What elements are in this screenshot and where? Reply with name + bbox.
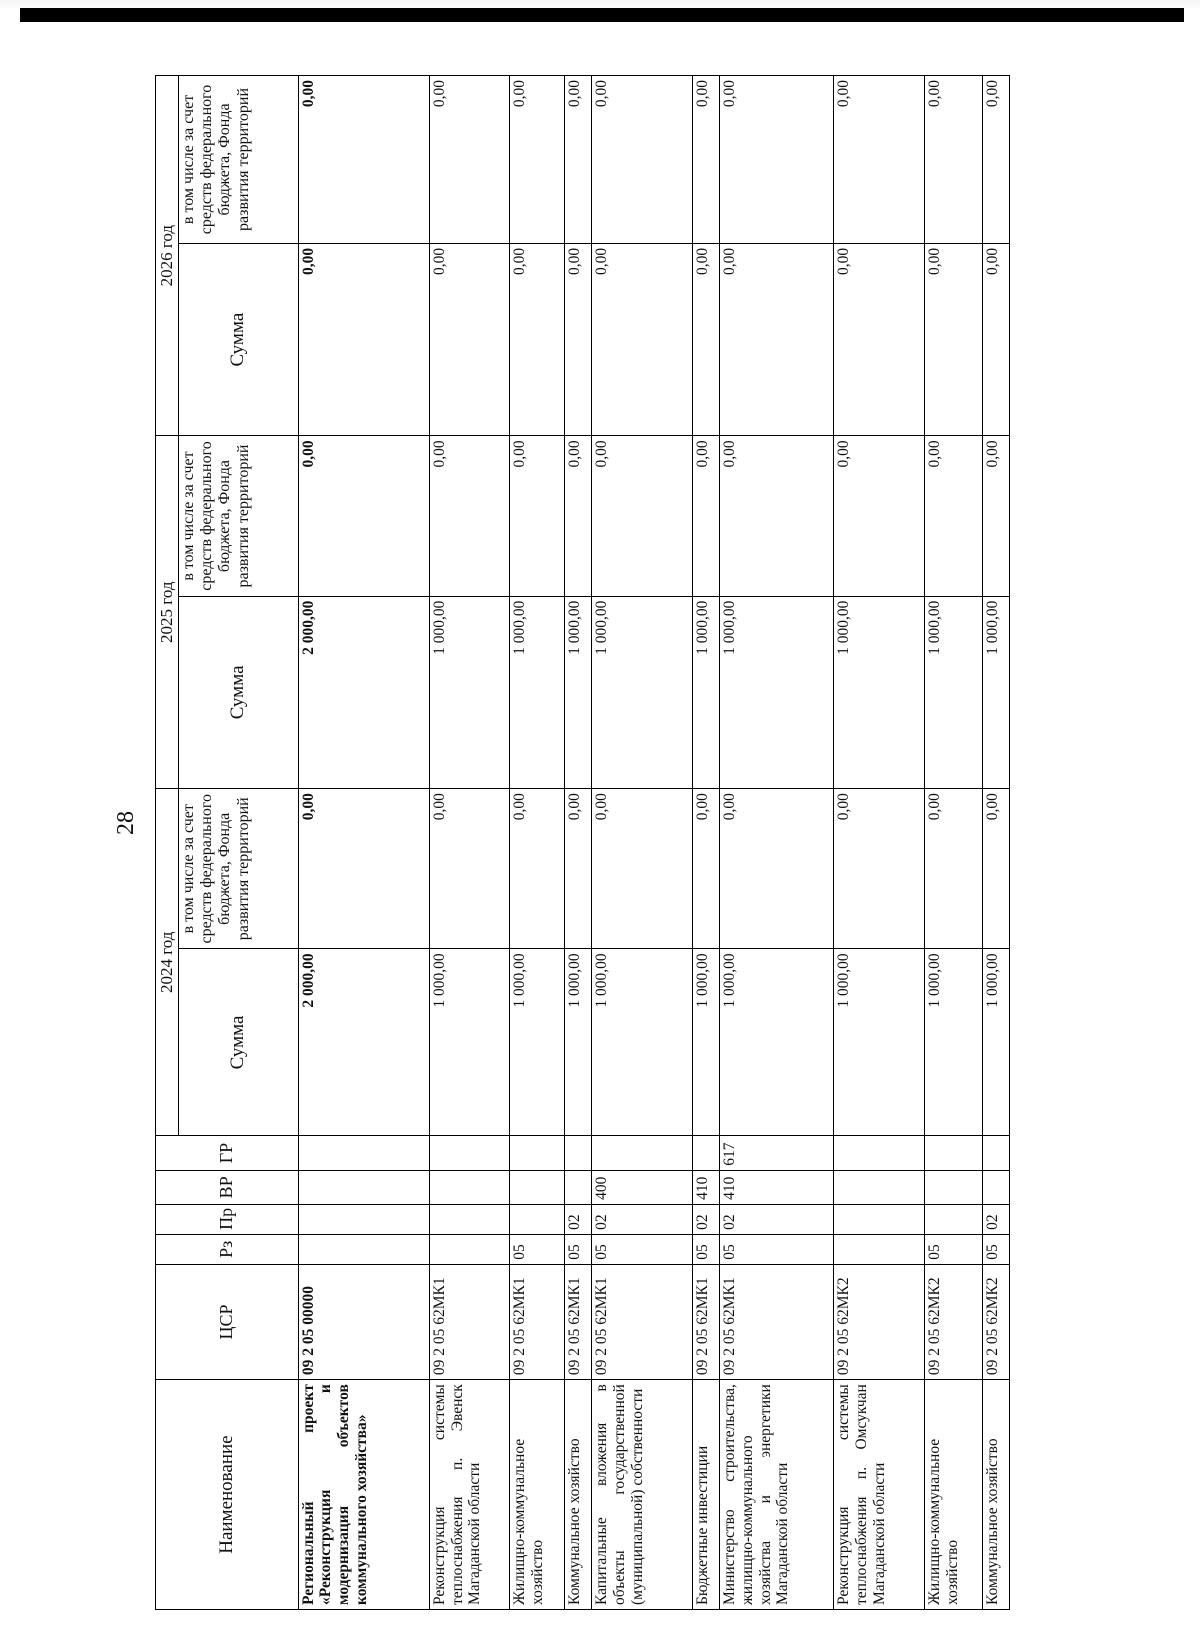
row-rz xyxy=(834,1234,925,1264)
row-sum-2024: 1 000,00 xyxy=(719,949,833,1136)
row-sum-2025: 1 000,00 xyxy=(834,596,925,788)
row-fed-2025: 0,00 xyxy=(592,436,692,596)
row-vr: 410 xyxy=(719,1170,833,1204)
row-sum-2026: 0,00 xyxy=(509,243,564,435)
header-year-2026: 2026 год xyxy=(156,76,179,436)
row-sum-2026: 0,00 xyxy=(564,243,591,435)
row-fed-2024: 0,00 xyxy=(429,789,509,949)
row-fed-2025: 0,00 xyxy=(982,436,1009,596)
table-row xyxy=(592,76,692,1610)
row-sum-2024: 1 000,00 xyxy=(592,949,692,1136)
row-rz xyxy=(298,1234,429,1264)
row-sum-2025: 1 000,00 xyxy=(719,596,833,788)
row-gr xyxy=(298,1136,429,1170)
row-pr xyxy=(834,1204,925,1234)
row-fed-2024: 0,00 xyxy=(509,789,564,949)
header-csr: ЦСР xyxy=(156,1264,299,1379)
row-fed-2025: 0,00 xyxy=(564,436,591,596)
row-fed-2025: 0,00 xyxy=(429,436,509,596)
row-fed-2024: 0,00 xyxy=(719,789,833,949)
row-pr xyxy=(298,1204,429,1234)
row-sum-2026: 0,00 xyxy=(834,243,925,435)
row-fed-2025: 0,00 xyxy=(834,436,925,596)
row-rz: 05 xyxy=(719,1234,833,1264)
row-sum-2026: 0,00 xyxy=(925,243,982,435)
row-vr xyxy=(834,1170,925,1204)
row-fed-2025: 0,00 xyxy=(925,436,982,596)
row-gr xyxy=(982,1136,1009,1170)
table-row xyxy=(692,76,719,1610)
row-sum-2025: 1 000,00 xyxy=(592,596,692,788)
header-year-2024: 2024 год xyxy=(156,789,179,1136)
table-row xyxy=(719,76,833,1610)
row-pr xyxy=(925,1204,982,1234)
row-rz xyxy=(429,1234,509,1264)
row-gr xyxy=(925,1136,982,1170)
header-fed-2024: в том числе за счет средств федерального бюджета, Фонда развития территорий xyxy=(178,789,298,949)
row-vr xyxy=(429,1170,509,1204)
table-row xyxy=(429,76,509,1610)
row-fed-2024: 0,00 xyxy=(692,789,719,949)
row-sum-2025: 2 000,00 xyxy=(298,596,429,788)
row-gr: 617 xyxy=(719,1136,833,1170)
row-fed-2026: 0,00 xyxy=(592,76,692,244)
row-name: Реконструкция системы теплоснабжения п. Омсукчан Магаданской области xyxy=(834,1380,925,1610)
row-pr: 02 xyxy=(982,1204,1009,1234)
row-name: Коммунальное хозяйство xyxy=(982,1380,1009,1610)
row-vr xyxy=(298,1170,429,1204)
row-gr xyxy=(509,1136,564,1170)
row-name: Региональный проект «Реконструкция и модернизация объектов коммунального хозяйства» xyxy=(298,1380,429,1610)
row-sum-2026: 0,00 xyxy=(298,243,429,435)
header-fed-2026: в том числе за счет средств федерального бюджета, Фонда развития территорий xyxy=(178,76,298,244)
row-pr: 02 xyxy=(719,1204,833,1234)
row-name: Жилищно-коммунальное хозяйство xyxy=(509,1380,564,1610)
row-pr xyxy=(429,1204,509,1234)
row-vr xyxy=(925,1170,982,1204)
row-fed-2025: 0,00 xyxy=(692,436,719,596)
header-sum-2024: Сумма xyxy=(178,949,298,1136)
row-gr xyxy=(429,1136,509,1170)
row-sum-2024: 1 000,00 xyxy=(509,949,564,1136)
row-sum-2026: 0,00 xyxy=(719,243,833,435)
header-name: Наименование xyxy=(156,1380,299,1610)
row-pr: 02 xyxy=(564,1204,591,1234)
row-sum-2026: 0,00 xyxy=(982,243,1009,435)
row-fed-2024: 0,00 xyxy=(592,789,692,949)
row-sum-2026: 0,00 xyxy=(592,243,692,435)
row-vr xyxy=(509,1170,564,1204)
row-pr: 02 xyxy=(592,1204,692,1234)
table-row xyxy=(564,76,591,1610)
header-sum-2026: Сумма xyxy=(178,243,298,435)
row-name: Реконструкция системы теплоснабжения п. Эвенск Магаданской области xyxy=(429,1380,509,1610)
row-sum-2025: 1 000,00 xyxy=(925,596,982,788)
row-fed-2026: 0,00 xyxy=(509,76,564,244)
row-sum-2026: 0,00 xyxy=(429,243,509,435)
rotated-table-container xyxy=(155,75,1010,1610)
row-gr xyxy=(564,1136,591,1170)
row-name: Бюджетные инвестиции xyxy=(692,1380,719,1610)
page-number: 28 xyxy=(113,811,139,835)
row-csr: 09 2 05 62МК1 xyxy=(429,1264,509,1379)
row-fed-2025: 0,00 xyxy=(509,436,564,596)
table-row xyxy=(298,76,429,1610)
row-sum-2025: 1 000,00 xyxy=(982,596,1009,788)
row-fed-2024: 0,00 xyxy=(982,789,1009,949)
row-vr xyxy=(564,1170,591,1204)
row-fed-2025: 0,00 xyxy=(298,436,429,596)
row-sum-2025: 1 000,00 xyxy=(564,596,591,788)
row-rz: 05 xyxy=(592,1234,692,1264)
row-fed-2026: 0,00 xyxy=(982,76,1009,244)
row-name: Министерство строительства, жилищно-коммунального хозяйства и энергетики Магаданской области xyxy=(719,1380,833,1610)
row-fed-2024: 0,00 xyxy=(834,789,925,949)
row-sum-2025: 1 000,00 xyxy=(429,596,509,788)
row-csr: 09 2 05 62МК1 xyxy=(564,1264,591,1379)
table-row xyxy=(982,76,1009,1610)
row-vr: 400 xyxy=(592,1170,692,1204)
row-fed-2026: 0,00 xyxy=(298,76,429,244)
row-fed-2024: 0,00 xyxy=(925,789,982,949)
row-vr: 410 xyxy=(692,1170,719,1204)
budget-table xyxy=(155,75,1010,1610)
row-name: Коммунальное хозяйство xyxy=(564,1380,591,1610)
row-rz: 05 xyxy=(982,1234,1009,1264)
row-csr: 09 2 05 62МК1 xyxy=(692,1264,719,1379)
row-csr: 09 2 05 62МК2 xyxy=(925,1264,982,1379)
row-sum-2026: 0,00 xyxy=(692,243,719,435)
row-csr: 09 2 05 62МК1 xyxy=(719,1264,833,1379)
row-gr xyxy=(592,1136,692,1170)
row-rz: 05 xyxy=(564,1234,591,1264)
row-sum-2025: 1 000,00 xyxy=(509,596,564,788)
row-gr xyxy=(692,1136,719,1170)
row-csr: 09 2 05 62МК1 xyxy=(509,1264,564,1379)
row-fed-2026: 0,00 xyxy=(564,76,591,244)
row-fed-2024: 0,00 xyxy=(298,789,429,949)
header-gr: ГР xyxy=(156,1136,299,1170)
row-fed-2026: 0,00 xyxy=(692,76,719,244)
row-sum-2024: 1 000,00 xyxy=(692,949,719,1136)
row-name: Капитальные вложения в объекты государственной (муниципальной) собственности xyxy=(592,1380,692,1610)
row-vr xyxy=(982,1170,1009,1204)
table-row xyxy=(925,76,982,1610)
row-fed-2026: 0,00 xyxy=(719,76,833,244)
row-sum-2024: 1 000,00 xyxy=(925,949,982,1136)
row-csr: 09 2 05 62МК1 xyxy=(592,1264,692,1379)
row-name: Жилищно-коммунальное хозяйство xyxy=(925,1380,982,1610)
row-sum-2024: 1 000,00 xyxy=(834,949,925,1136)
row-rz: 05 xyxy=(509,1234,564,1264)
row-csr: 09 2 05 62МК2 xyxy=(982,1264,1009,1379)
row-rz: 05 xyxy=(692,1234,719,1264)
header-year-2025: 2025 год xyxy=(156,436,179,789)
header-rz: Рз xyxy=(156,1234,299,1264)
row-sum-2025: 1 000,00 xyxy=(692,596,719,788)
header-pr: Пр xyxy=(156,1204,299,1234)
row-rz: 05 xyxy=(925,1234,982,1264)
row-sum-2024: 2 000,00 xyxy=(298,949,429,1136)
row-pr: 02 xyxy=(692,1204,719,1234)
scan-top-bar xyxy=(20,8,1184,22)
row-pr xyxy=(509,1204,564,1234)
row-fed-2026: 0,00 xyxy=(834,76,925,244)
row-fed-2026: 0,00 xyxy=(925,76,982,244)
row-fed-2024: 0,00 xyxy=(564,789,591,949)
table-row xyxy=(509,76,564,1610)
row-gr xyxy=(834,1136,925,1170)
row-sum-2024: 1 000,00 xyxy=(982,949,1009,1136)
table-row xyxy=(834,76,925,1610)
row-csr: 09 2 05 62МК2 xyxy=(834,1264,925,1379)
header-sum-2025: Сумма xyxy=(178,596,298,788)
row-sum-2024: 1 000,00 xyxy=(429,949,509,1136)
row-csr: 09 2 05 00000 xyxy=(298,1264,429,1379)
header-fed-2025: в том числе за счет средств федерального бюджета, Фонда развития территорий xyxy=(178,436,298,596)
row-fed-2025: 0,00 xyxy=(719,436,833,596)
row-sum-2024: 1 000,00 xyxy=(564,949,591,1136)
row-fed-2026: 0,00 xyxy=(429,76,509,244)
header-vr: ВР xyxy=(156,1170,299,1204)
